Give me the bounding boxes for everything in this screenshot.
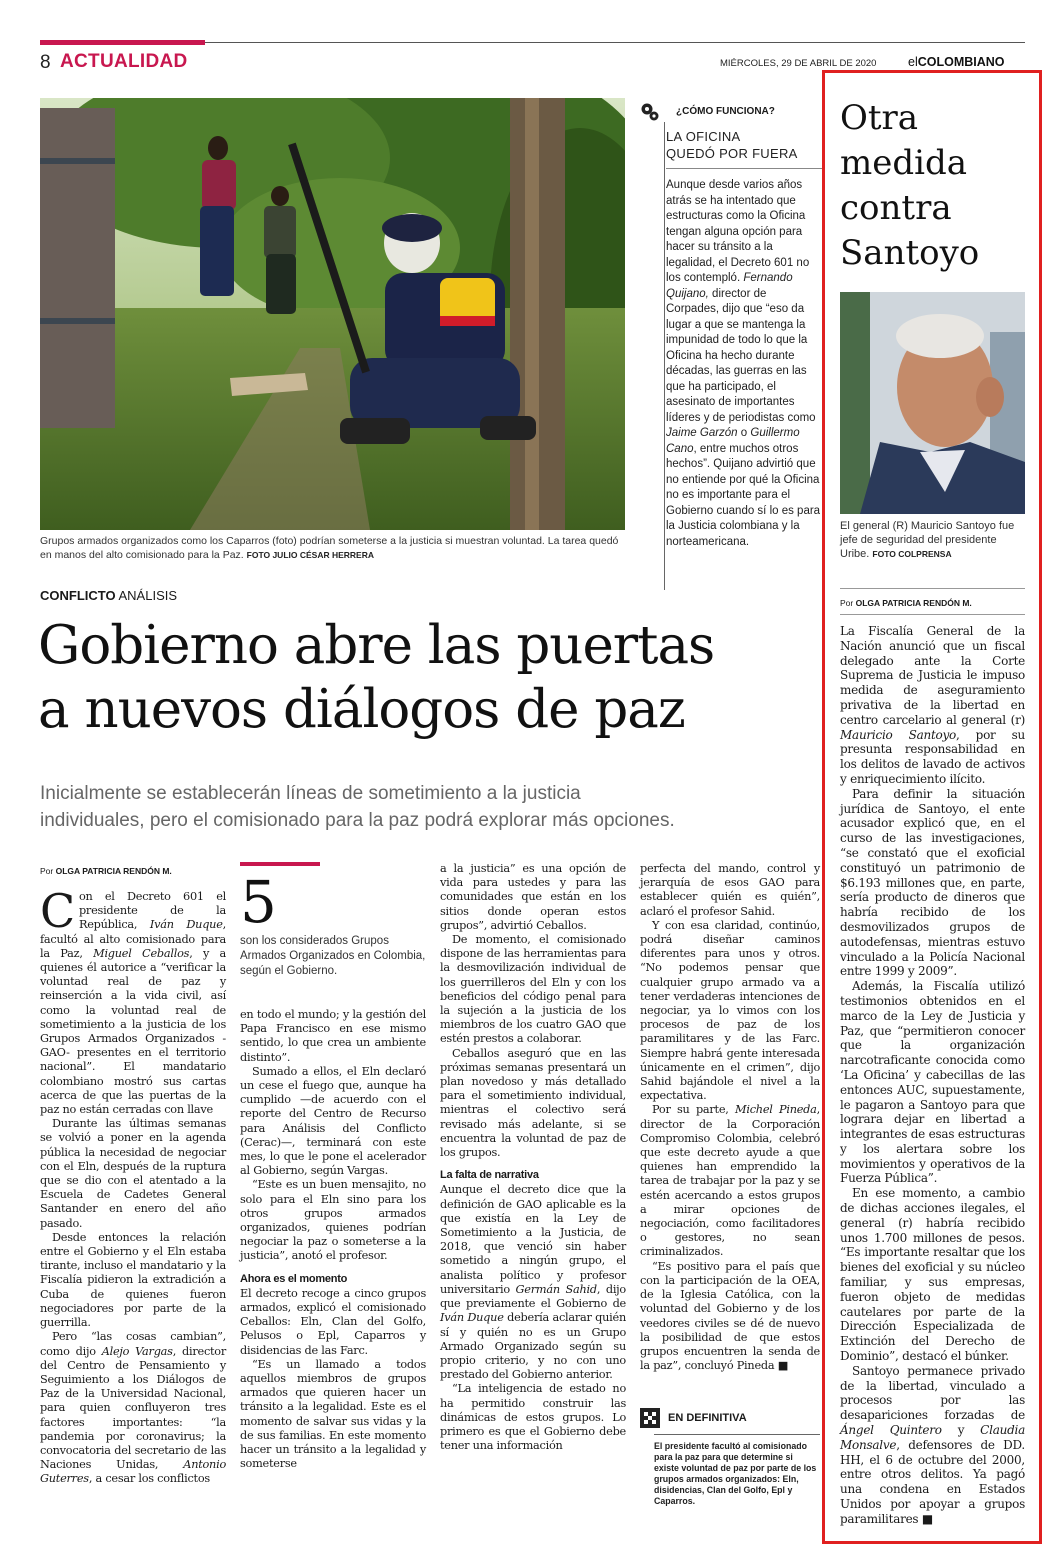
brand-prefix: el [908,55,918,69]
col1-name4: Antonio Guterres [40,1458,226,1486]
how-kicker: ¿CÓMO FUNCIONA? [676,106,775,117]
issue-date: MIÉRCOLES, 29 DE ABRIL DE 2020 [720,58,877,69]
col4-name1: Michel Pineda [735,1103,817,1117]
col1-name3: Alejo Vargas [101,1344,173,1358]
col3-p4-c: debería aclarar quién sí y quién no es un Grupo Armado Organizado según su propio criterio, y no con uno prestado del Gobierno anterior. [440,1311,626,1382]
sidebar-headline-line4: Santoyo [840,233,980,273]
how-it-works-box [640,98,822,590]
summary-rule [654,1434,820,1435]
sidebar-paragraph4: En ese momento, a cambio de dichas acciones ilegales, el general (r) habría recibido unos 1.700 millones de pesos. “Es importante resaltar que los bienes del exoficial y su núcleo familiar, y sus empresas, fueron objeto de medidas cautelares por parte de la Dirección Especializada de Extinción del Derecho de Dominio”, destacó el búnker. [840,1186,1025,1364]
column2-paragraph5: “Es un llamado a todos aquellos miembros de grupos armados que quieren hacer un tránsito a la legalidad. Este es el momento de salvar sus vidas y la de sus familias. En este momento hacer un tránsito a la legalidad y someterse [240,1357,426,1471]
column4-paragraph2: Y con esa claridad, continúo, podrá diseñar caminos diferentes para unos y otros. “No podemos pensar que cualquier grupo armado va a tener verdaderas intenciones de negociar, ya lo vimos con los procesos de paz de los paramilitares y de las Farc. Siempre habrá gente interesada únicamente en el crimen”, dijo Sahid bajándole el nivel a la expectativa. [640,918,820,1103]
sidebar-headline-line3: contra [840,188,952,228]
column3-subhead: La falta de narrativa [440,1169,539,1182]
col1-p1-b: , facultó al alto comisionado para la Paz, [40,918,226,960]
summary-header [640,1408,820,1428]
col1-p1-c: , y a quienes él autorice a “verificar la voluntad real de paz y reinserción a la vida civil, así como la voluntad real de sometimiento a la justicia de los Grupos Armados Organizados -GAO- presentes en el territorio nacional”. El mandatario colombiano mostró sus cartas acerca de que las puertas de la paz no están cerradas con llave [40,946,227,1117]
sidebar-p1-name: Mauricio Santoyo [840,727,957,742]
checkered-icon [640,1408,660,1428]
headline [38,614,828,742]
summary-text: El presidente facultó al comisionado para la paz para que determine si existe voluntad de paz por parte de los grupos armados organizados: Eln, disidencias, Clan del Golfo, Epl y Caparros. [654,1441,817,1506]
newspaper-brand [908,55,1005,69]
headline-line2: a nuevos diálogos de paz [38,679,685,740]
header-rule [205,42,1025,43]
column2-paragraph3: “Este es un buen mensajito, no solo para el Eln sino para los otros grupos armados organizados, quienes podrían negociar la paz o someterse a la justicia”, anotó el profesor. [240,1178,426,1263]
column3-paragraph3: Ceballos aseguró que en las próximas semanas presentará un plan novedoso y más detallado para el sometimiento individual, mientras el colectivo será revisado más adelante, si se encuentra la voluntad de paz de los grupos. [440,1046,626,1160]
sidebar-paragraph1 [840,624,1025,787]
how-body-p1: Aunque desde varios años atrás se ha intentado que estructuras como la Oficina tengan alguna opción para hacer su tránsito a la legalidad, el Decreto 601 no los contempló. [666,179,810,284]
page-number: 8 [40,52,51,73]
col1-name1: Iván Duque [149,918,223,932]
col3-name1: Germán Sahid [515,1282,597,1296]
section-name: CONFLICTO [40,588,116,603]
santoyo-caption-text: El general (R) Mauricio Santoyo fue jefe de seguridad del presidente Uribe. [840,520,1015,560]
how-title [666,128,798,162]
headline-line1: Gobierno abre las puertas [38,615,715,676]
deck-line2: individuales, pero el comisionado para la paz podrá explorar más opciones. [40,810,675,831]
santoyo-caption [840,519,1025,561]
sidebar-p1-a: La Fiscalía General de la Nación anunció que un fiscal delegado ante la Corte Suprema de Justicia le impuso medida de aseguramiento privativa de la libertad en centro carcelario al general (r) [840,624,1025,727]
col4-p3-a: Por su parte, [652,1103,729,1117]
stat-accent-bar [240,862,320,866]
sidebar-end-mark: ■ [921,1511,934,1526]
deck [40,780,820,834]
how-title-line1: LA OFICINA [666,129,741,144]
article-section-label [40,588,177,603]
sidebar-body [840,624,1025,1527]
sidebar-p5-name2: Claudia Monsalve [840,1423,1025,1452]
col1-p4-a: Pero “las cosas cambian”, como dijo [40,1330,226,1358]
sidebar-p5-a: Santoyo permanece privado de la libertad, vinculado a procesos por las desapariciones forzadas de [840,1363,1025,1423]
stat-number: 5 [240,868,277,936]
how-body-name1: Fernando Quijano, [666,272,793,300]
col3-name2: Iván Duque [440,1311,504,1325]
how-divider [664,122,665,590]
col1-name2: Miguel Ceballos [93,946,190,960]
column2-subhead: Ahora es el momento [240,1272,348,1285]
sidebar-byline-prefix: Por [840,598,854,608]
sidebar-headline-line2: medida [840,143,968,183]
sidebar-paragraph2: Para definir la situación jurídica de Santoyo, el ente acusador explicó que, en el curso de las investigaciones, “se constató que el exoficial constituyó un patrimonio de $6.193 millones que, en parte, sería producto de dineros que habría recibido de los desmovilizados grupos de autodefensas, mientras estuvo vinculado a la Policía Nacional entre 1999 y 2009”. [840,786,1025,979]
photo-caption-text: Grupos armados organizados como los Caparros (foto) podrían someterse a la justicia si muestran voluntad. La tarea quedó en manos del alto comisionado para la Paz. [40,535,619,561]
header-accent-bar [40,40,205,45]
brand-name: COLOMBIANO [917,55,1005,69]
main-photo [40,98,625,530]
how-title-line2: QUEDÓ POR FUERA [666,146,798,161]
sidebar-headline-line1: Otra [840,98,919,138]
column2-paragraph2: Sumado a ellos, el Eln declaró un cese el fuego que, aunque ha cumplido —de acuerdo con el reporte del Centro de Recurso para Análisis del Conflicto (Cerac)—, terminará con este mes, lo que le pone el acelerador al Gobierno, según Vargas. [240,1064,426,1178]
summary-box [640,1408,820,1507]
how-body-name3: Guillermo Cano [666,427,800,455]
sidebar-byline-rule [840,614,1025,615]
photo-credit: FOTO JULIO CÉSAR HERRERA [246,550,374,560]
summary-title: EN DEFINITIVA [668,1412,747,1424]
column3-paragraph2: De momento, el comisionado dispone de las herramientas para la desmovilización individual de los guerrilleros del Eln y con los beneficios del código penal para la sujeción a la justicia de los miembros de los cuatro GAO que estén prestos a colaborar. [440,933,626,1046]
how-body-name2: Jaime Garzón [666,427,738,439]
sidebar-byline-name: OLGA PATRICIA RENDÓN M. [855,598,972,608]
article-column-4 [640,862,820,1373]
col3-p4-b: , dijo que previamente el Gobierno de [440,1282,626,1311]
stat-text: son los considerados Grupos Armados Organizados en Colombia, según el Gobierno. [240,935,426,977]
sidebar-caption-rule [840,588,1025,589]
column3-paragraph1: a la justicia” es una opción de vida para ustedes y para las comunidades que están en los sitios donde operan estos grupos”, advirtió Ceballos. [440,862,626,932]
section-type: ANÁLISIS [118,588,178,603]
how-body-p2: director de Corpades, dijo que “eso da lugar a que se mantenga la impunidad de todo lo que la Oficina ha hecho durante décadas, las guerras en las que ha participado, el asesinato de importantes líderes y de periodistas como [666,287,816,424]
column2-paragraph4: El decreto recoge a cinco grupos armados, explicó el comisionado Ceballos: Eln, Clan del Golfo, Pelusos o Epl, Caparros y disidencias de las Farc. [240,1286,426,1357]
santoyo-photo [840,292,1025,514]
sidebar-p5-b: , defensores de DD. HH, el 6 de octubre del 2000, entre otros delitos. Ya pagó una condena en Estados Unidos por apoyar a grupos paramilitares [840,1437,1025,1526]
column4-paragraph4 [640,1260,820,1374]
how-body-mid: o [740,427,748,439]
dropcap: C [40,884,75,938]
col3-p4-a: Aunque el decreto dice que la definición de GAO aplicable es la que existía en la Ley de Sometimiento a la Justicia, de 2018, que venció sin haber sometido a ningún grupo, el analista político y profesor universitario [440,1183,626,1296]
how-body [666,178,822,550]
section-label: ACTUALIDAD [60,51,188,72]
column1-paragraph4 [40,1330,226,1486]
column1-paragraph2: Durante las últimas semanas se volvió a poner en la agenda pública la necesidad de negociar con el Eln, después de la ruptura que se dio con el atentado a la Escuela de Cadetes General Santander en enero del año pasado. [40,1117,226,1230]
column4-paragraph3 [640,1103,820,1259]
article-column-3 [440,862,626,1453]
byline-name: OLGA PATRICIA RENDÓN M. [55,866,172,876]
sidebar-p1-b: , por su presunta responsabilidad en los delitos de lavado de activos y enriquecimiento ilícito. [840,727,1025,786]
column3-paragraph4 [440,1183,626,1382]
sidebar-paragraph5 [840,1364,1025,1527]
col4-p4: “Es positivo para el país que con la participación de la OEA, de la Iglesia Católica, con la voluntad del Gobierno y de los veedores civiles se dé de nuevo la posibilidad de que estos grupos encuentren la senda de la paz”, concluyó Pineda [640,1259,820,1373]
column2-paragraph1: en todo el mundo; y la gestión del Papa Francisco en ese mismo sentido, lo que crea un ambiente distinto”. [240,1008,426,1064]
how-body-p3: , entre muchos otros hechos”. Quijano advirtió que no entiende por qué la Oficina no es importante para el Gobierno cuando sí lo es para la Justicia colombiana y la norteamericana. [666,442,821,548]
col1-p4-c: , a cesar los conflictos [88,1472,210,1486]
column4-paragraph1: perfecta del mando, control y jerarquía de esos GAO para establecer quién es quién”, aclaró el profesor Sahid. [640,862,820,918]
col1-p4-b: , director del Centro de Pensamiento y Seguimiento a los Diálogos de Paz de la Universidad Nacional, para quien confluyeron tres factores importantes: “la pandemia por coronavirus; la convocatoria del secretario de las Naciones Unidas, [40,1344,227,1472]
article-byline [40,866,172,876]
byline-prefix: Por [40,866,54,876]
column1-paragraph3: Desde entonces la relación entre el Gobierno y el Eln estaba tirante, incluso el mandatario y la Fiscalía pidieron la extradición a Cuba de quienes fueron negociadores por parte de la guerrilla. [40,1230,226,1330]
armed-group-photo [40,98,625,530]
santoyo-credit: FOTO COLPRENSA [872,549,952,559]
sidebar-byline [840,598,972,608]
column1-paragraph1 [40,884,227,1117]
article-column-2 [240,1008,426,1472]
sidebar-p5-name1: Ángel Quintero [840,1423,942,1438]
col1-p1-a: on el Decreto 601 el presidente de la República, [78,890,226,932]
sidebar-headline [840,96,1035,276]
deck-line1: Inicialmente se establecerán líneas de sometimiento a la justicia [40,783,581,804]
sidebar-p5-mid: y [957,1423,965,1438]
gears-icon [640,102,660,122]
column3-paragraph5: “La inteligencia de estado no ha permitido construir las dinámicas de estos grupos. Lo primero es que el Gobierno debe tener una información [440,1382,626,1453]
photo-caption [40,534,625,562]
end-mark: ■ [777,1359,789,1373]
sidebar-paragraph3: Además, la Fiscalía utilizó testimonios obtenidos en el marco de la Ley de Justicia y Paz, que “permitieron conocer que la organización narcotraficante conocida como ‘La Oficina’ y cabecillas de las entonces AUC, supuestamente, le pagaron a Santoyo para que lograra dejar en libertad a integrantes de esas estructuras y los alertara sobre los movimientos y operativos de la Fuerza Pública”. [840,979,1025,1186]
article-column-1 [40,884,227,1487]
col4-p3-b: , director de la Corporación Compromiso Colombia, celebró que este decreto ayude a que quienes han emprendido la tarea de trabajar por la paz y se estén acercando a estos grupos a mirar opciones de negociación, como facilitadores o gestores, no sean criminalizados. [640,1103,820,1259]
how-title-rule [666,168,822,169]
